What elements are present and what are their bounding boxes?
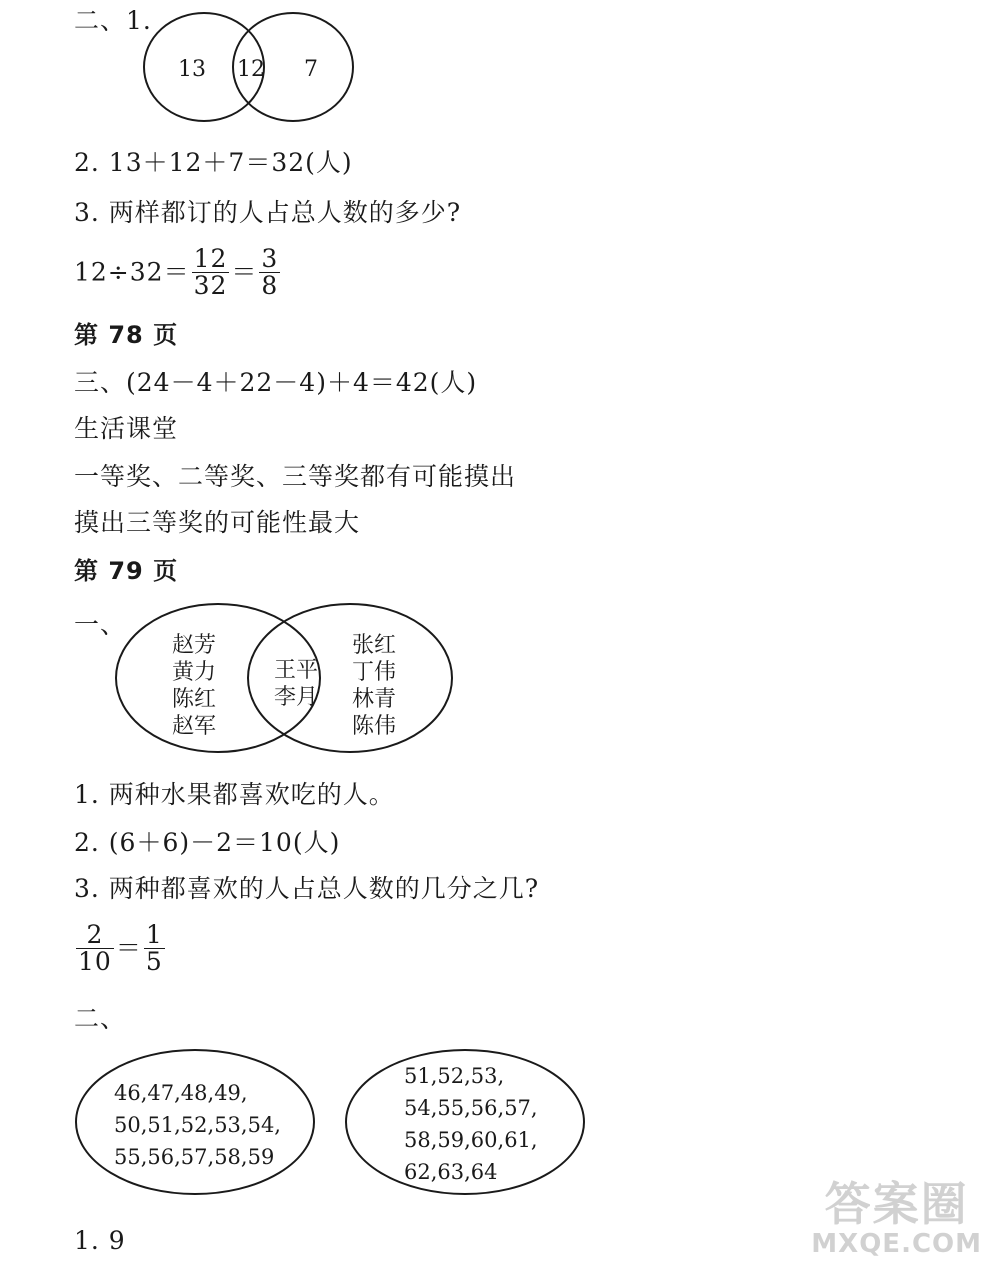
equals-sign: ＝	[115, 933, 142, 963]
venn2-right-name: 丁伟	[351, 660, 397, 685]
fraction-1-5	[144, 922, 165, 975]
prize-answer-1: 一等奖、二等奖、三等奖都有可能摸出	[74, 462, 517, 491]
watermark-top-text: 答案圈	[824, 1177, 969, 1231]
venn2-left-name: 赵军	[171, 714, 217, 739]
p79-question-2-answer: 2. (6＋6)－2＝10(人)	[74, 828, 341, 857]
venn2-left-name: 赵芳	[171, 633, 217, 658]
fraction-denominator: 5	[145, 947, 163, 976]
venn-diagram-2	[110, 600, 460, 756]
fraction-numerator: 3	[261, 244, 279, 273]
fraction-denominator: 32	[193, 271, 228, 300]
equals-sign: ＝	[231, 257, 258, 287]
left-ellipse-numbers: 55,56,57,58,59	[114, 1145, 275, 1169]
fraction-3-8	[259, 246, 280, 299]
fraction-12-32	[192, 246, 230, 299]
life-class-title: 生活课堂	[74, 414, 179, 443]
fraction-equation-1	[74, 244, 282, 300]
fraction-equation-2	[74, 920, 167, 976]
section-2-label: 二、1.	[74, 6, 152, 35]
venn2-middle-name: 王平	[273, 658, 319, 683]
fraction-numerator: 12	[193, 244, 228, 273]
right-ellipse-numbers: 51,52,53,	[404, 1064, 505, 1088]
prize-answer-2: 摸出三等奖的可能性最大	[74, 508, 361, 537]
venn1-left-value: 13	[178, 57, 206, 82]
question-2-answer: 2. 13＋12＋7＝32(人)	[74, 148, 353, 177]
watermark-bottom-text: MXQE.COM	[811, 1229, 982, 1259]
venn1-middle-value: 12	[237, 57, 265, 82]
p79-question-1-answer: 1. 两种水果都喜欢吃的人。	[74, 780, 395, 809]
venn1-right-value: 7	[304, 57, 318, 82]
venn2-right-name: 林青	[351, 687, 397, 712]
fraction-2-10	[76, 922, 114, 975]
right-ellipse-numbers: 58,59,60,61,	[404, 1128, 538, 1152]
fraction-denominator: 10	[78, 947, 112, 976]
right-ellipse-numbers: 62,63,64	[404, 1160, 498, 1184]
question-3-text: 3. 两样都订的人占总人数的多少?	[74, 198, 462, 227]
venn2-right-name: 陈伟	[351, 714, 397, 739]
fraction-1-prefix: 12÷32＝	[74, 257, 190, 287]
section-2b-label: 二、	[74, 1004, 127, 1033]
venn2-left-name: 陈红	[171, 687, 217, 712]
final-answer: 1. 9	[74, 1226, 126, 1255]
right-ellipse-numbers: 54,55,56,57,	[404, 1096, 538, 1120]
venn2-middle-name: 李月	[273, 685, 319, 710]
venn-diagram-1	[140, 10, 360, 128]
venn2-left-name: 黄力	[171, 660, 217, 685]
p79-question-3-text: 3. 两种都喜欢的人占总人数的几分之几?	[74, 874, 540, 903]
left-ellipse-numbers: 50,51,52,53,54,	[114, 1113, 281, 1137]
section-3-equation: 三、(24－4＋22－4)＋4＝42(人)	[74, 368, 478, 397]
number-ellipses	[70, 1040, 610, 1200]
page-78-heading: 第 78 页	[74, 321, 179, 349]
left-ellipse-numbers: 46,47,48,49,	[114, 1081, 248, 1105]
section-1-label: 一、	[74, 610, 127, 639]
venn2-right-name: 张红	[351, 633, 397, 658]
fraction-denominator: 8	[261, 271, 279, 300]
fraction-numerator: 2	[76, 922, 114, 949]
watermark-logo	[811, 1179, 982, 1259]
page-79-heading: 第 79 页	[74, 557, 179, 585]
fraction-numerator: 1	[145, 920, 163, 949]
